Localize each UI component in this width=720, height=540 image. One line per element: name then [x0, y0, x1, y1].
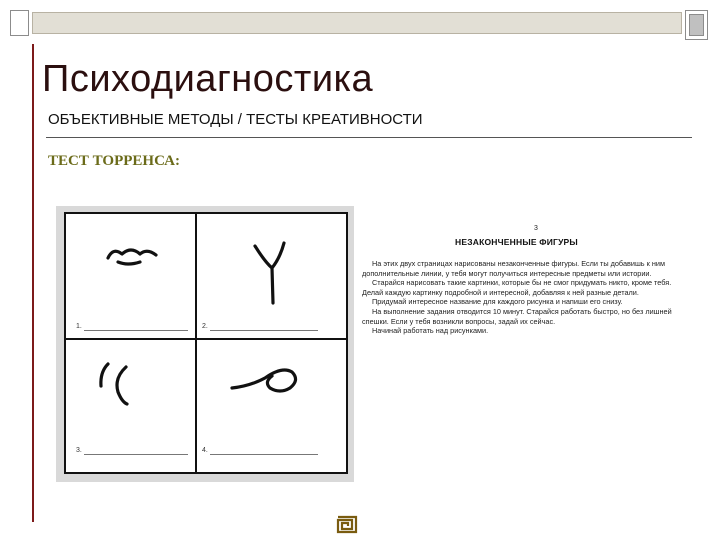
figure-grid	[64, 212, 348, 474]
instruction-paragraph: На этих двух страницах нарисованы незаконченные фигуры. Если ты добавишь к ним дополнительные линии, у тебя могут получиться интересные предметы или истории.	[362, 259, 665, 278]
cell-label-3: 3.	[76, 447, 82, 454]
slide-title: Психодиагностика	[42, 58, 374, 100]
top-decorative-bar	[32, 12, 682, 34]
cell-answer-line-4	[210, 454, 318, 455]
grid-horizontal-divider	[64, 338, 348, 340]
cell-label-1: 1.	[76, 323, 82, 330]
grid-vertical-divider	[195, 212, 197, 474]
left-accent-line	[32, 44, 34, 522]
instruction-paragraph: На выполнение задания отводится 10 минут. Старайся работать быстро, но без лишней спешки. Если у тебя возникли вопросы, задай их сейчас.	[362, 306, 672, 326]
cell-label-2: 2.	[202, 323, 208, 330]
instruction-paragraph: Старайся нарисовать такие картинки, которые бы не смог придумать никто, кроме тебя. Делай каждую картинку подробной и интересной, добавляя к ней разные детали.	[362, 278, 672, 297]
title-divider	[46, 137, 692, 138]
corner-square-right	[685, 10, 708, 40]
instruction-paragraph: Придумай интересное название для каждого рисунка и напиши его снизу.	[372, 297, 623, 307]
instruction-heading: НЕЗАКОНЧЕННЫЕ ФИГУРЫ	[455, 237, 578, 247]
cell-answer-line-3	[84, 454, 188, 455]
cell-answer-line-2	[210, 330, 318, 331]
section-label: ТЕСТ ТОРРЕНСА:	[48, 153, 180, 169]
cell-label-4: 4.	[202, 447, 208, 454]
instruction-paragraph: Начинай работать над рисунками.	[372, 326, 489, 336]
cell-answer-line-1	[84, 330, 188, 331]
corner-square-left	[10, 10, 29, 36]
slide-subtitle: ОБЪЕКТИВНЫЕ МЕТОДЫ / ТЕСТЫ КРЕАТИВНОСТИ	[48, 111, 423, 128]
instruction-text	[362, 259, 694, 336]
spiral-logo-icon	[336, 514, 358, 534]
instruction-page-number: 3	[534, 225, 538, 232]
